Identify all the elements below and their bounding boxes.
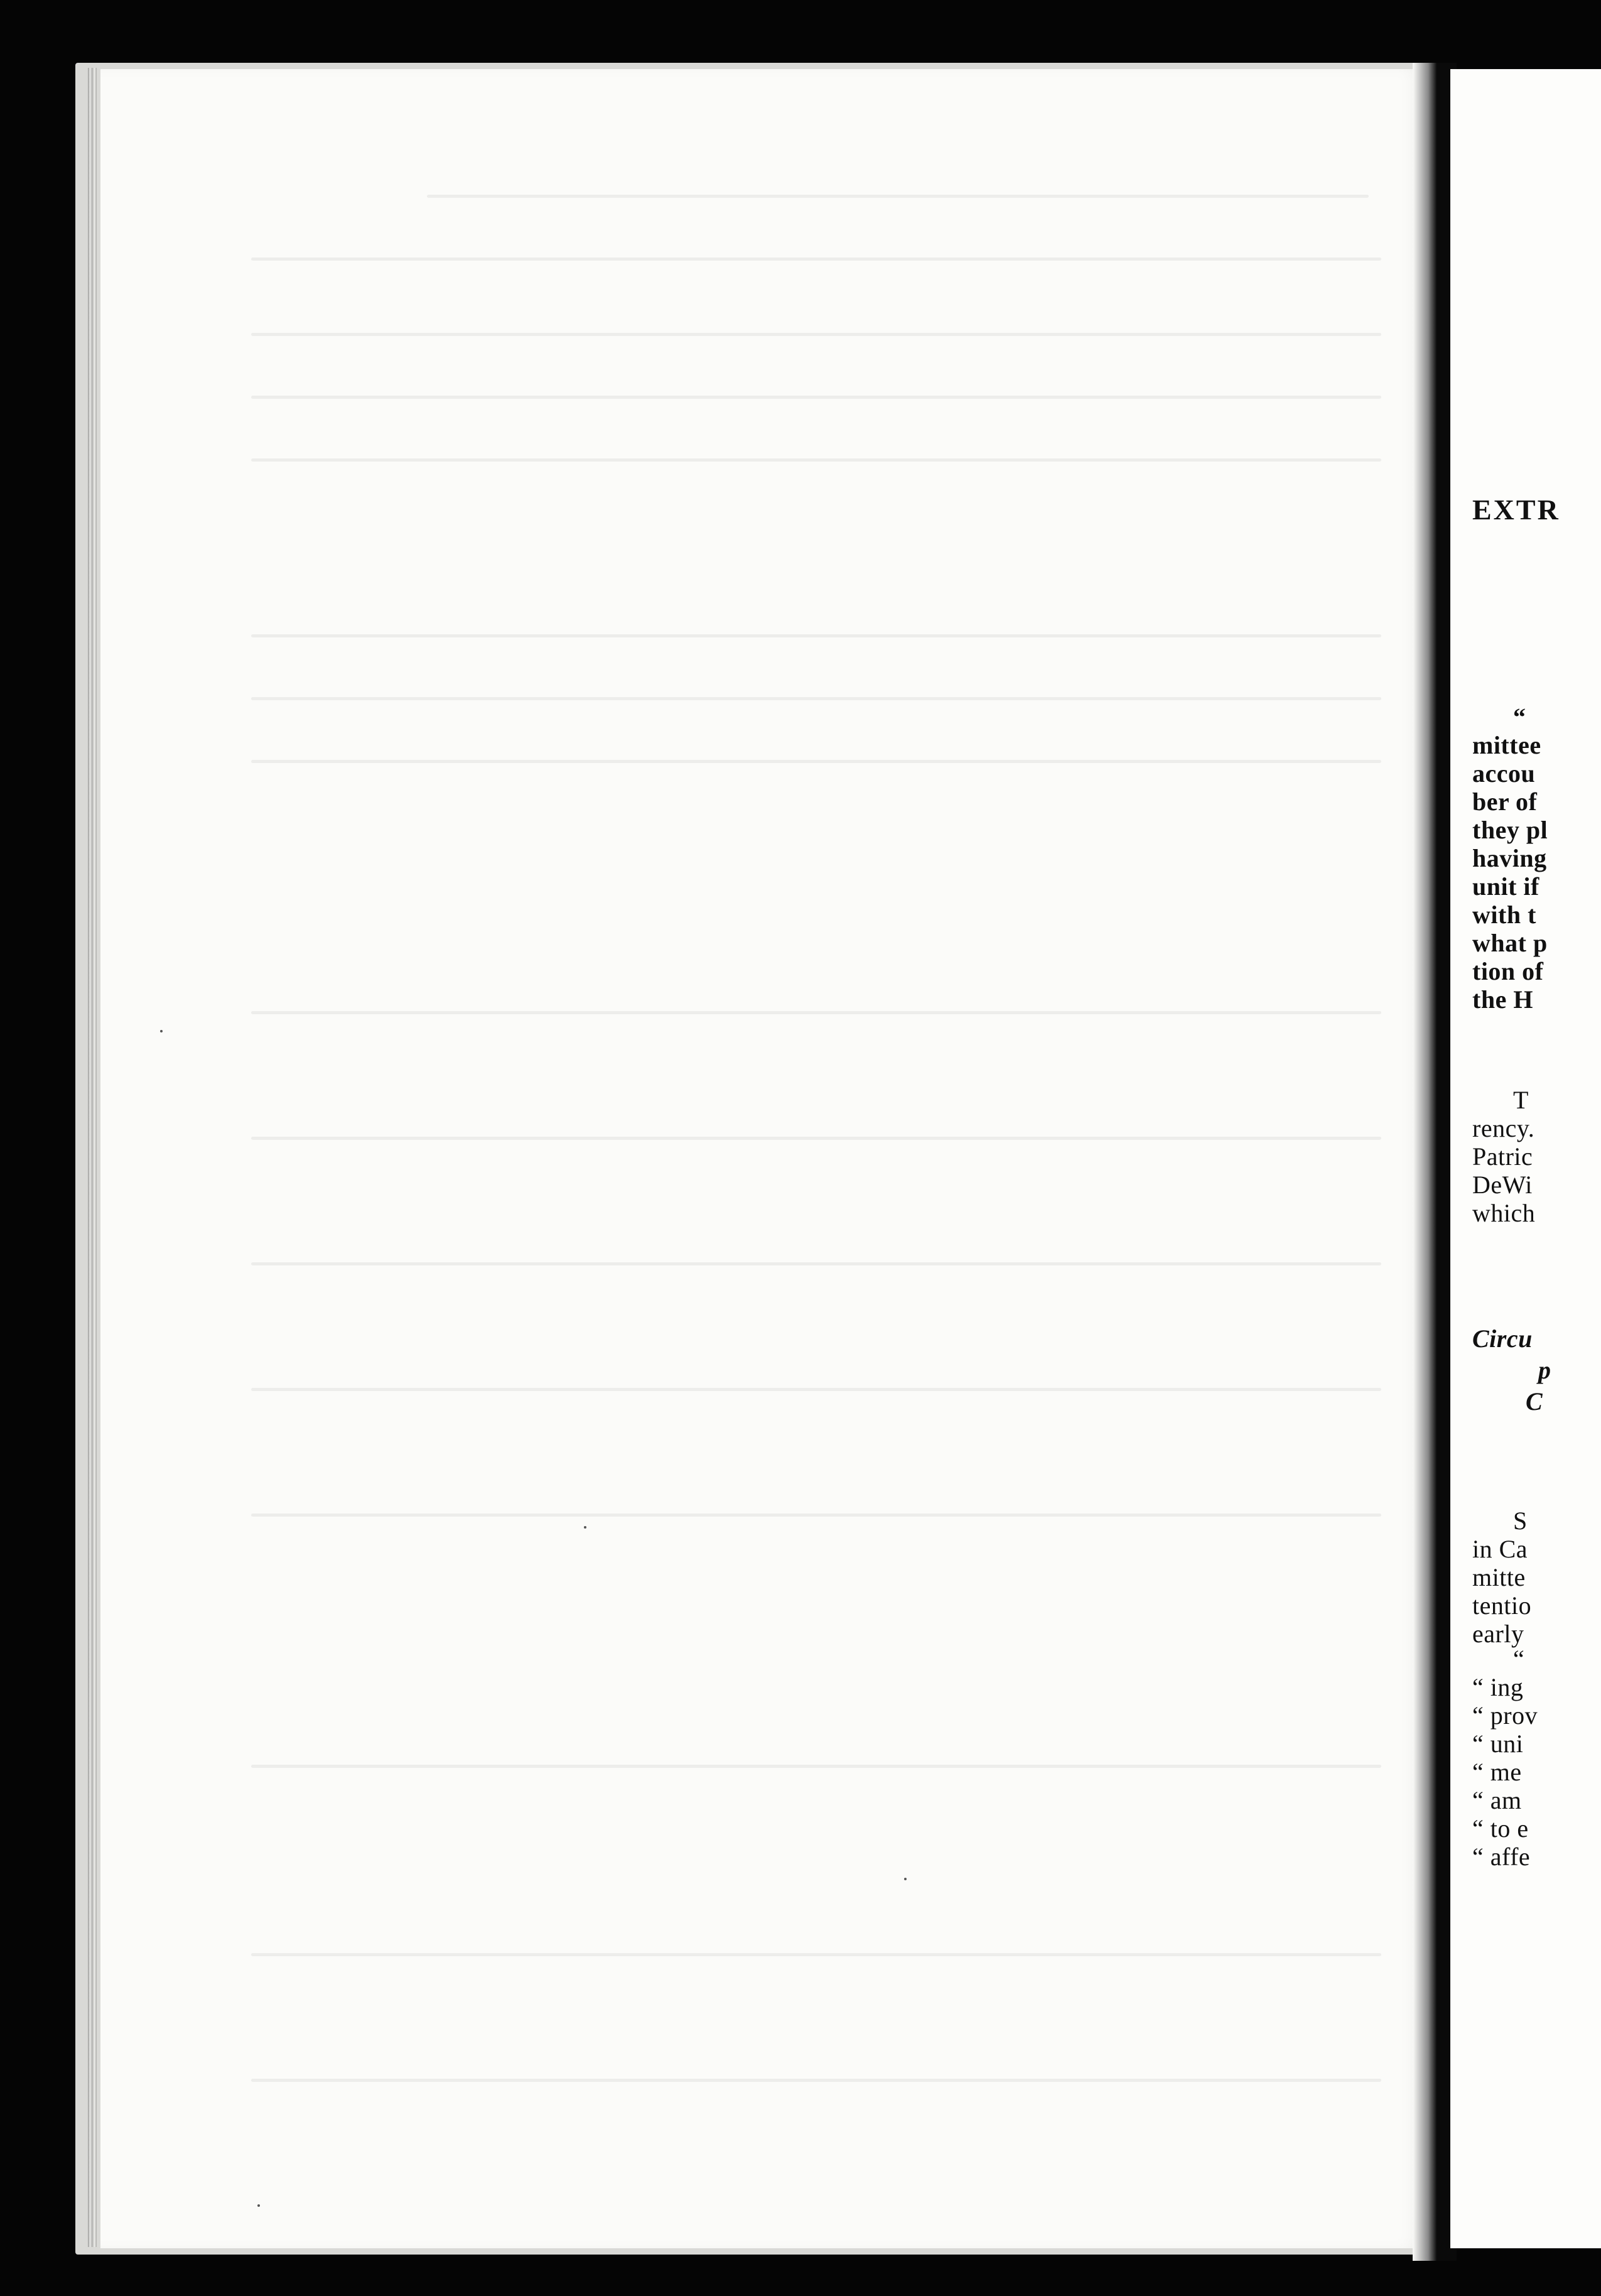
paper-speck <box>160 1030 163 1032</box>
right-page-text <box>1450 69 1601 2248</box>
paper-speck <box>584 1526 586 1529</box>
bleed-through-line <box>251 2079 1381 2082</box>
circular-title: p <box>1538 1356 1551 1384</box>
text-line: the H <box>1472 985 1533 1014</box>
text-line: DeWi <box>1472 1171 1533 1199</box>
bleed-through-line <box>251 1137 1381 1140</box>
left-page-blank <box>100 69 1428 2248</box>
text-line: rency. <box>1472 1114 1535 1142</box>
bleed-through-line <box>251 333 1381 336</box>
text-line: tion of <box>1472 957 1544 985</box>
text-line: “ to e <box>1472 1814 1529 1843</box>
text-line: early <box>1472 1620 1524 1648</box>
text-line: what p <box>1472 929 1548 957</box>
bleed-through-line <box>251 760 1381 763</box>
text-line: ber of <box>1472 788 1538 816</box>
bleed-through-line <box>251 396 1381 399</box>
page-edges <box>88 68 97 2247</box>
text-line: “ affe <box>1472 1843 1531 1871</box>
bleed-through-line <box>251 1765 1381 1768</box>
text-line: S <box>1513 1507 1528 1535</box>
bleed-through-line <box>427 195 1369 198</box>
paper-speck <box>904 1878 907 1880</box>
text-line: having <box>1472 844 1547 872</box>
text-line: in Ca <box>1472 1535 1528 1563</box>
bleed-through-line <box>251 697 1381 700</box>
bleed-through-line <box>251 1011 1381 1014</box>
bleed-through-line <box>251 634 1381 637</box>
text-line: “ ing <box>1472 1673 1524 1701</box>
text-line: which <box>1472 1199 1536 1227</box>
text-line: “ am <box>1472 1786 1522 1814</box>
text-line: mittee <box>1472 731 1541 759</box>
text-line: T <box>1513 1086 1529 1114</box>
text-line: “ <box>1513 703 1526 731</box>
bleed-through-line <box>251 1388 1381 1391</box>
text-line: “ prov <box>1472 1701 1538 1730</box>
text-line: with t <box>1472 901 1536 929</box>
text-line: they pl <box>1472 816 1548 844</box>
paper-speck <box>257 2204 260 2207</box>
bleed-through-line <box>251 257 1381 261</box>
circular-title: Circu <box>1472 1324 1533 1353</box>
circular-title: C <box>1526 1387 1543 1416</box>
text-line: accou <box>1472 759 1536 788</box>
text-line: Patric <box>1472 1142 1533 1171</box>
text-line: mitte <box>1472 1563 1526 1591</box>
bleed-through-line <box>251 1514 1381 1517</box>
text-line: unit if <box>1472 872 1539 901</box>
text-line: “ uni <box>1472 1730 1524 1758</box>
text-line: “ me <box>1472 1758 1522 1786</box>
text-line: “ <box>1513 1645 1525 1673</box>
text-line: tentio <box>1472 1591 1532 1620</box>
bleed-through-line <box>251 1262 1381 1265</box>
section-heading: EXTR <box>1472 494 1560 526</box>
bleed-through-line <box>251 458 1381 462</box>
bleed-through-line <box>251 1953 1381 1956</box>
